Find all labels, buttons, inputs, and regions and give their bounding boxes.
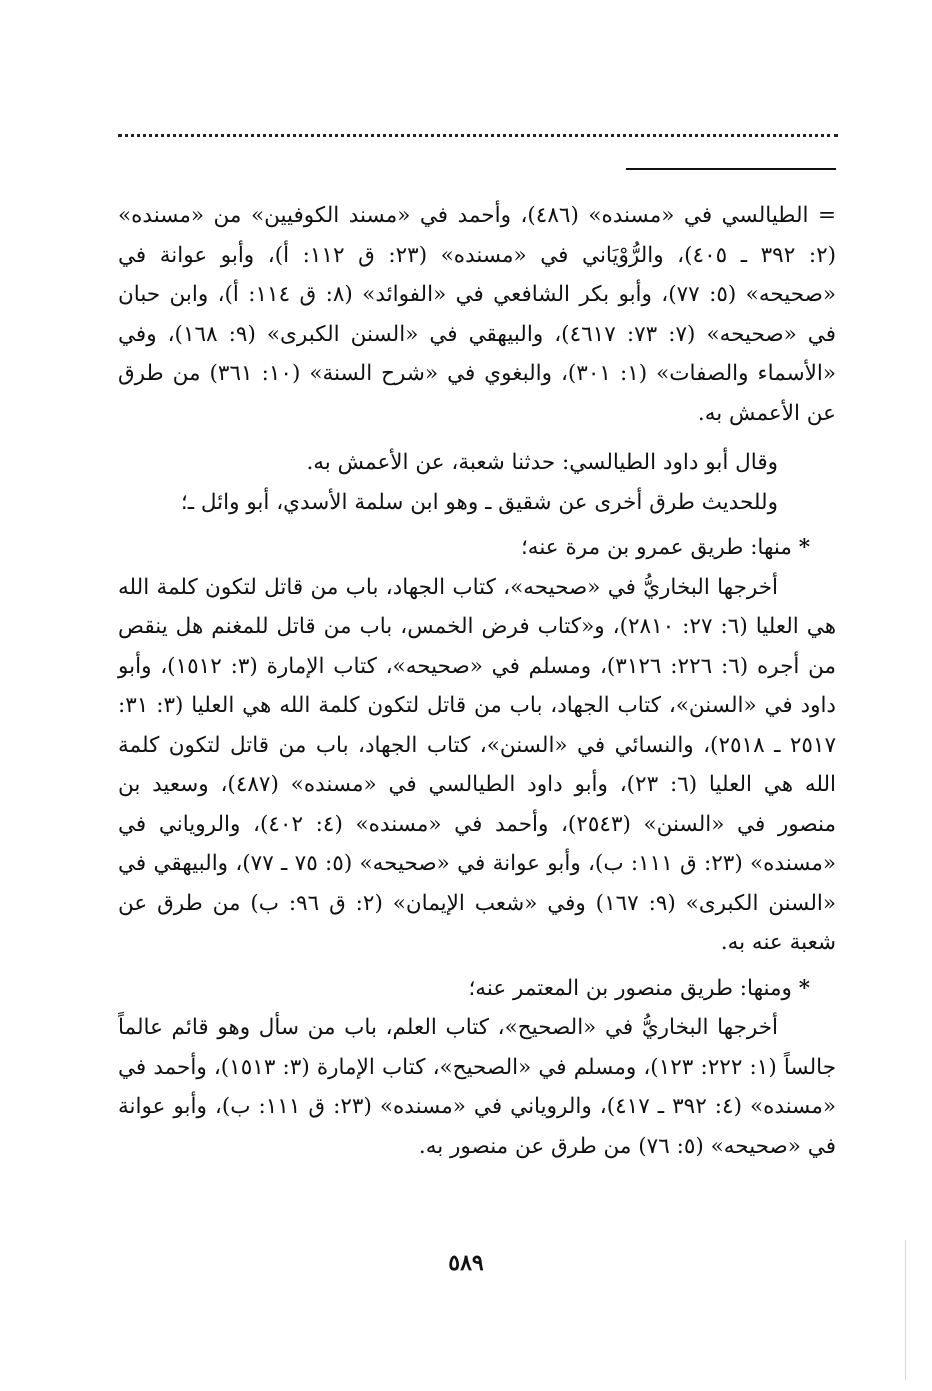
paragraph-other-routes: وللحديث طرق أخرى عن شقيق ـ وهو ابن سلمة الأسدي، أبو وائل ـ؛ [180,489,778,515]
bullet-label: منها: طريق عمرو بن مرة عنه؛ [520,535,792,560]
bullet-mansur-route [118,969,836,1009]
bullet-amr-route [118,528,836,568]
page-body [118,196,836,1166]
bullet-star: * [798,535,810,560]
dotted-separator [118,134,838,137]
paragraph-tayalisi: وقال أبو داود الطيالسي: حدثنا شعبة، عن الأعمش به. [306,450,778,475]
bullet-star: * [798,975,810,1001]
paragraph-amr-sources: أخرجها البخاريُّ في «صحيحه»، كتاب الجهاد، باب من قاتل لتكون كلمة الله هي العليا (٦: ٢٧: ٢٨١٠)، و«كتاب فرض الخمس، باب من قاتل للمغنم هل ينقص من أجره (٦: ٢٢٦: ٣١٢٦)، ومسلم في «صحيحه»، كتاب الإمارة (٣: ١٥١٢)، وأبو داود في «السنن»، كتاب الجهاد، باب من قاتل لتكون كلمة الله هي العليا (٣: ٣١: ٢٥١٧ ـ ٢٥١٨)، والنسائي في «السنن»، كتاب الجهاد، باب من قاتل لتكون كلمة الله هي العليا (٦: ٢٣)، وأبو داود الطيالسي في «مسنده» (٤٨٧)، وسعيد بن منصور في «السنن» (٢٥٤٣)، وأحمد في «مسنده» (٤: ٤٠٢)، والروياني في «مسنده» (٢٣: ق ١١١: ب)، وأبو عوانة في «صحيحه» (٥: ٧٥ ـ ٧٧)، والبيهقي في «السنن الكبرى» (٩: ١٦٧) وفي «شعب الإيمان» (٢: ق ٩٦: ب) من طرق عن شعبة عنه به. [118,574,837,955]
footnote-continuation: = الطيالسي في «مسنده» (٤٨٦)، وأحمد في «مسند الكوفيين» من «مسنده» (٢: ٣٩٢ ـ ٤٠٥)، والرُّوْيَاني في «مسنده» (٢٣: ق ١١٢: أ)، وأبو عوانة في «صحيحه» (٥: ٧٧)، وأبو بكر الشافعي في «الفوائد» (٨: ق ١١٤: أ)، وابن حبان في «صحيحه» (٧: ٧٣: ٤٦١٧)، والبيهقي في «السنن الكبرى» (٩: ١٦٨)، وفي «الأسماء والصفات» (١: ٣٠١)، والبغوي في «شرح السنة» (١٠: ٣٦١) من طرق عن الأعمش به. [118,203,837,426]
paragraph-mansur-sources: أخرجها البخاريُّ في «الصحيح»، كتاب العلم، باب من سأل وهو قائم عالماً جالساً (١: ٢٢٢: ١٢٣)، ومسلم في «الصحيح»، كتاب الإمارة (٣: ١٥١٣)، وأحمد في «مسنده» (٤: ٣٩٢ ـ ٤١٧)، والروياني في «مسنده» (٢٣: ق ١١١: ب)، وأبو عوانة في «صحيحه» (٥: ٧٦) من طرق عن منصور به. [118,1015,837,1159]
footnote-rule [626,168,836,170]
scan-edge [905,1240,906,1380]
bullet-label: ومنها: طريق منصور بن المعتمر عنه؛ [468,975,792,1001]
page-number: ٥٨٩ [448,1250,484,1276]
